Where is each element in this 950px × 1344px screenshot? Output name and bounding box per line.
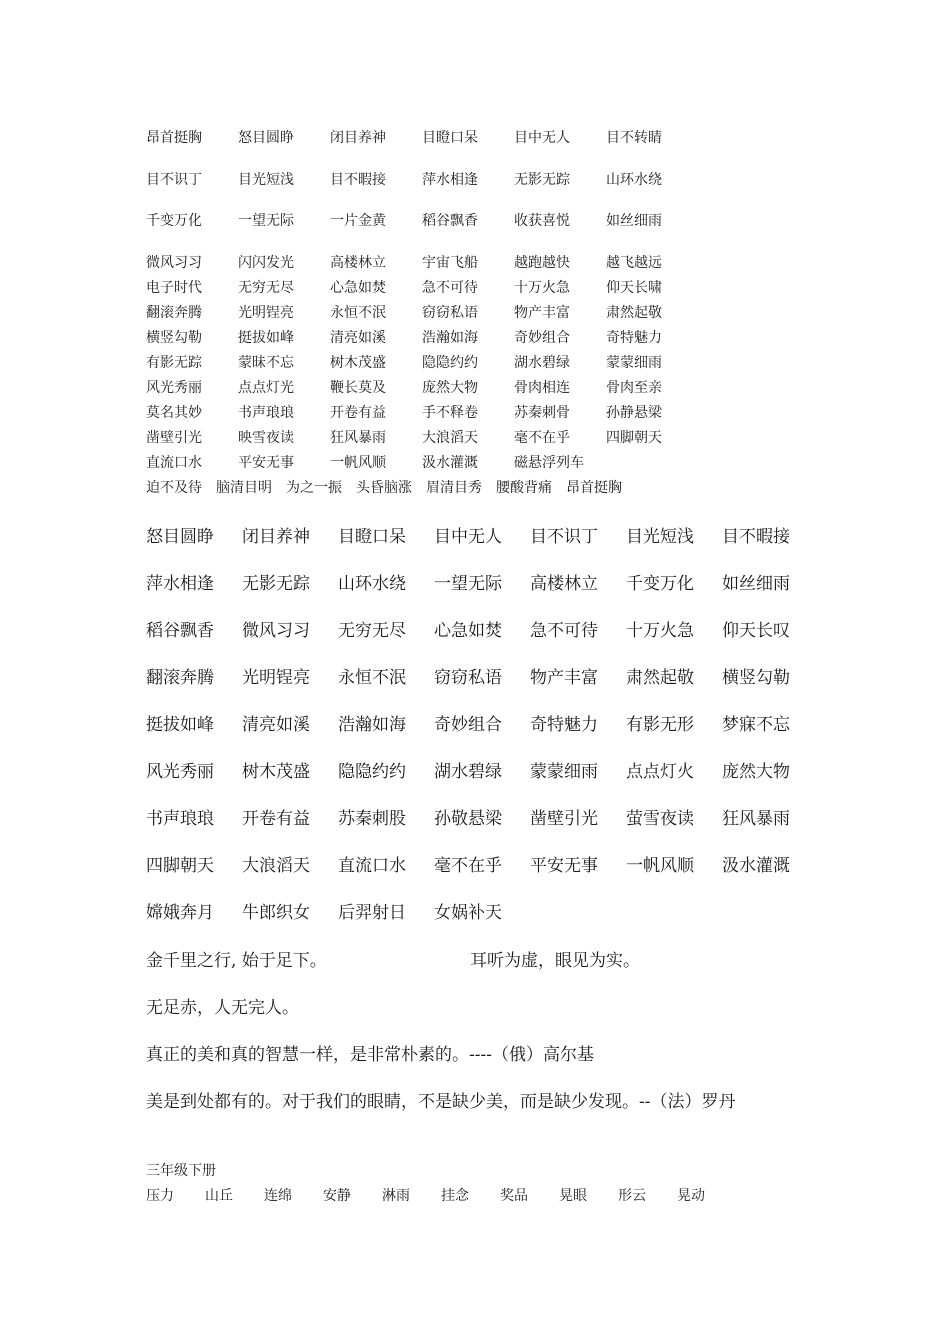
idiom: 孙静悬梁 bbox=[606, 405, 662, 421]
idiom-row bbox=[146, 327, 698, 347]
idiom: 仰天长啸 bbox=[606, 280, 662, 296]
idiom: 萍水相逢 bbox=[422, 172, 478, 188]
idiom: 一帆风顺 bbox=[626, 856, 694, 876]
idiom: 收获喜悦 bbox=[514, 213, 570, 229]
idiom: 永恒不泯 bbox=[338, 668, 406, 688]
idiom: 心急如焚 bbox=[434, 621, 502, 641]
idiom: 凿壁引光 bbox=[530, 809, 598, 829]
idiom: 奇妙组合 bbox=[514, 330, 570, 346]
idiom: 平安无事 bbox=[530, 856, 598, 876]
idiom: 十万火急 bbox=[514, 280, 570, 296]
idiom: 急不可待 bbox=[422, 280, 478, 296]
quote-3: 真正的美和真的智慧一样，是非常朴素的。----（俄）高尔基 bbox=[146, 1045, 594, 1065]
idiom-row bbox=[146, 663, 818, 688]
idiom: 苏秦刺股 bbox=[338, 809, 406, 829]
quote-4: 美是到处都有的。对于我们的眼睛，不是缺少美，而是缺少发现。--（法）罗丹 bbox=[146, 1092, 736, 1112]
idiom-row bbox=[146, 377, 698, 397]
word-row bbox=[146, 1185, 736, 1205]
idiom: 千变万化 bbox=[146, 213, 202, 229]
idiom: 浩瀚如海 bbox=[422, 330, 478, 346]
idiom: 骨肉相连 bbox=[514, 380, 570, 396]
idiom: 光明锃亮 bbox=[238, 305, 294, 321]
word: 山丘 bbox=[205, 1188, 233, 1204]
idiom: 孙敬悬梁 bbox=[434, 809, 502, 829]
idiom: 奇特魅力 bbox=[606, 330, 662, 346]
idiom: 有影无踪 bbox=[146, 355, 202, 371]
idiom: 树木茂盛 bbox=[330, 355, 386, 371]
idiom: 越飞越远 bbox=[606, 255, 662, 271]
idiom: 目中无人 bbox=[514, 130, 570, 146]
idiom-row bbox=[146, 252, 698, 272]
idiom: 书声琅琅 bbox=[146, 809, 214, 829]
word: 晃动 bbox=[677, 1188, 705, 1204]
idiom: 十万火急 bbox=[626, 621, 694, 641]
idiom: 目不暇接 bbox=[330, 172, 386, 188]
idiom: 无影无踪 bbox=[514, 172, 570, 188]
idiom: 仰天长叹 bbox=[722, 621, 790, 641]
idiom: 翻滚奔腾 bbox=[146, 668, 214, 688]
idiom: 手不释卷 bbox=[422, 405, 478, 421]
idiom: 有影无形 bbox=[626, 715, 694, 735]
idiom-row bbox=[146, 127, 698, 147]
idiom: 毫不在乎 bbox=[434, 856, 502, 876]
idiom-row bbox=[146, 427, 698, 447]
idiom: 横竖勾勒 bbox=[146, 330, 202, 346]
idiom-row bbox=[146, 522, 818, 547]
idiom: 蒙蒙细雨 bbox=[530, 762, 598, 782]
idiom: 狂风暴雨 bbox=[722, 809, 790, 829]
idiom: 目不识丁 bbox=[530, 527, 598, 547]
idiom: 山环水绕 bbox=[338, 574, 406, 594]
idiom: 闪闪发光 bbox=[238, 255, 294, 271]
idiom: 苏秦刺骨 bbox=[514, 405, 570, 421]
grade-title: 三年级下册 bbox=[146, 1163, 216, 1179]
idiom: 目光短浅 bbox=[626, 527, 694, 547]
idiom: 目瞪口呆 bbox=[422, 130, 478, 146]
idiom: 莫名其妙 bbox=[146, 405, 202, 421]
idiom: 翻滚奔腾 bbox=[146, 305, 202, 321]
idiom: 一望无际 bbox=[434, 574, 502, 594]
idiom: 目不识丁 bbox=[146, 172, 202, 188]
idiom: 后羿射日 bbox=[338, 903, 406, 923]
idiom: 萍水相逢 bbox=[146, 574, 214, 594]
idiom: 直流口水 bbox=[146, 455, 202, 471]
idiom-row bbox=[146, 402, 698, 422]
word: 连绵 bbox=[264, 1188, 292, 1204]
idiom: 闭目养神 bbox=[330, 130, 386, 146]
idiom-row bbox=[146, 757, 818, 782]
idiom: 大浪滔天 bbox=[242, 856, 310, 876]
idiom: 庞然大物 bbox=[722, 762, 790, 782]
idiom: 微风习习 bbox=[242, 621, 310, 641]
idiom: 高楼林立 bbox=[530, 574, 598, 594]
idiom: 稻谷飘香 bbox=[146, 621, 214, 641]
idiom: 湖水碧绿 bbox=[434, 762, 502, 782]
idiom: 风光秀丽 bbox=[146, 762, 214, 782]
idiom: 肃然起敬 bbox=[606, 305, 662, 321]
idiom: 树木茂盛 bbox=[242, 762, 310, 782]
idiom: 鞭长莫及 bbox=[330, 380, 386, 396]
idiom: 风光秀丽 bbox=[146, 380, 202, 396]
idiom: 平安无事 bbox=[238, 455, 294, 471]
idiom: 越跑越快 bbox=[514, 255, 570, 271]
idiom-row bbox=[146, 804, 818, 829]
idiom: 清亮如溪 bbox=[242, 715, 310, 735]
idiom: 光明锃亮 bbox=[242, 668, 310, 688]
idiom: 怒目圆睁 bbox=[238, 130, 294, 146]
word: 奖品 bbox=[500, 1188, 528, 1204]
idiom: 开卷有益 bbox=[242, 809, 310, 829]
idiom: 书声琅琅 bbox=[238, 405, 294, 421]
idiom: 永恒不泯 bbox=[330, 305, 386, 321]
idiom: 奇妙组合 bbox=[434, 715, 502, 735]
idiom: 目中无人 bbox=[434, 527, 502, 547]
idiom-row-last: 迫不及待 脑清目明 为之一振 头昏脑涨 眉清目秀 腰酸背痛 昂首挺胸 bbox=[146, 480, 622, 496]
idiom: 心急如焚 bbox=[330, 280, 386, 296]
idiom: 千变万化 bbox=[626, 574, 694, 594]
idiom: 庞然大物 bbox=[422, 380, 478, 396]
idiom: 宇宙飞船 bbox=[422, 255, 478, 271]
idiom: 急不可待 bbox=[530, 621, 598, 641]
idiom: 电子时代 bbox=[146, 280, 202, 296]
idiom: 如丝细雨 bbox=[722, 574, 790, 594]
idiom: 微风习习 bbox=[146, 255, 202, 271]
idiom: 稻谷飘香 bbox=[422, 213, 478, 229]
idiom-row bbox=[146, 210, 698, 230]
idiom: 直流口水 bbox=[338, 856, 406, 876]
idiom: 隐隐约约 bbox=[338, 762, 406, 782]
idiom: 凿壁引光 bbox=[146, 430, 202, 446]
idiom: 闭目养神 bbox=[242, 527, 310, 547]
idiom: 高楼林立 bbox=[330, 255, 386, 271]
idiom: 狂风暴雨 bbox=[330, 430, 386, 446]
idiom-row bbox=[146, 898, 530, 923]
idiom: 无影无踪 bbox=[242, 574, 310, 594]
idiom: 嫦娥奔月 bbox=[146, 903, 214, 923]
idiom: 汲水灌溉 bbox=[722, 856, 790, 876]
idiom: 汲水灌溉 bbox=[422, 455, 478, 471]
idiom: 隐隐约约 bbox=[422, 355, 478, 371]
idiom: 磁悬浮列车 bbox=[514, 455, 584, 471]
quote-2: 无足赤，人无完人。 bbox=[146, 998, 299, 1018]
idiom: 怒目圆睁 bbox=[146, 527, 214, 547]
idiom: 清亮如溪 bbox=[330, 330, 386, 346]
idiom: 窃窃私语 bbox=[422, 305, 478, 321]
idiom-row bbox=[146, 452, 606, 472]
word: 形云 bbox=[618, 1188, 646, 1204]
idiom: 开卷有益 bbox=[330, 405, 386, 421]
idiom: 无穷无尽 bbox=[238, 280, 294, 296]
idiom: 女娲补天 bbox=[434, 903, 502, 923]
idiom: 横竖勾勒 bbox=[722, 668, 790, 688]
idiom: 蒙蒙细雨 bbox=[606, 355, 662, 371]
idiom-row bbox=[146, 169, 698, 189]
idiom: 物产丰富 bbox=[530, 668, 598, 688]
idiom-row bbox=[146, 277, 698, 297]
idiom: 浩瀚如海 bbox=[338, 715, 406, 735]
idiom-row bbox=[146, 352, 698, 372]
idiom: 骨肉至亲 bbox=[606, 380, 662, 396]
idiom: 映雪夜读 bbox=[238, 430, 294, 446]
idiom: 点点灯火 bbox=[626, 762, 694, 782]
idiom: 奇特魅力 bbox=[530, 715, 598, 735]
idiom: 梦寐不忘 bbox=[722, 715, 790, 735]
idiom: 大浪滔天 bbox=[422, 430, 478, 446]
idiom: 一帆风顺 bbox=[330, 455, 386, 471]
idiom-row bbox=[146, 616, 818, 641]
word: 安静 bbox=[323, 1188, 351, 1204]
idiom: 挺拔如峰 bbox=[146, 715, 214, 735]
idiom: 点点灯光 bbox=[238, 380, 294, 396]
idiom: 一片金黄 bbox=[330, 213, 386, 229]
word: 压力 bbox=[146, 1188, 174, 1204]
idiom: 湖水碧绿 bbox=[514, 355, 570, 371]
idiom: 窃窃私语 bbox=[434, 668, 502, 688]
idiom: 一望无际 bbox=[238, 213, 294, 229]
idiom: 四脚朝天 bbox=[606, 430, 662, 446]
idiom: 目不转睛 bbox=[606, 130, 662, 146]
idiom: 昂首挺胸 bbox=[146, 130, 202, 146]
quote-1a: 金千里之行, 始于足下。 bbox=[146, 951, 327, 971]
word: 淋雨 bbox=[382, 1188, 410, 1204]
idiom: 四脚朝天 bbox=[146, 856, 214, 876]
idiom: 挺拔如峰 bbox=[238, 330, 294, 346]
idiom: 目不暇接 bbox=[722, 527, 790, 547]
idiom: 牛郎织女 bbox=[242, 903, 310, 923]
idiom: 肃然起敬 bbox=[626, 668, 694, 688]
idiom-row bbox=[146, 710, 818, 735]
idiom-row bbox=[146, 569, 818, 594]
word: 晃眼 bbox=[559, 1188, 587, 1204]
idiom: 目光短浅 bbox=[238, 172, 294, 188]
idiom: 萤雪夜读 bbox=[626, 809, 694, 829]
idiom: 无穷无尽 bbox=[338, 621, 406, 641]
word: 挂念 bbox=[441, 1188, 469, 1204]
idiom: 目瞪口呆 bbox=[338, 527, 406, 547]
idiom: 毫不在乎 bbox=[514, 430, 570, 446]
idiom-row bbox=[146, 851, 818, 876]
idiom: 山环水绕 bbox=[606, 172, 662, 188]
idiom: 蒙昧不忘 bbox=[238, 355, 294, 371]
idiom: 物产丰富 bbox=[514, 305, 570, 321]
idiom: 如丝细雨 bbox=[606, 213, 662, 229]
idiom-row bbox=[146, 302, 698, 322]
quote-1b: 耳听为虚，眼见为实。 bbox=[470, 951, 640, 971]
